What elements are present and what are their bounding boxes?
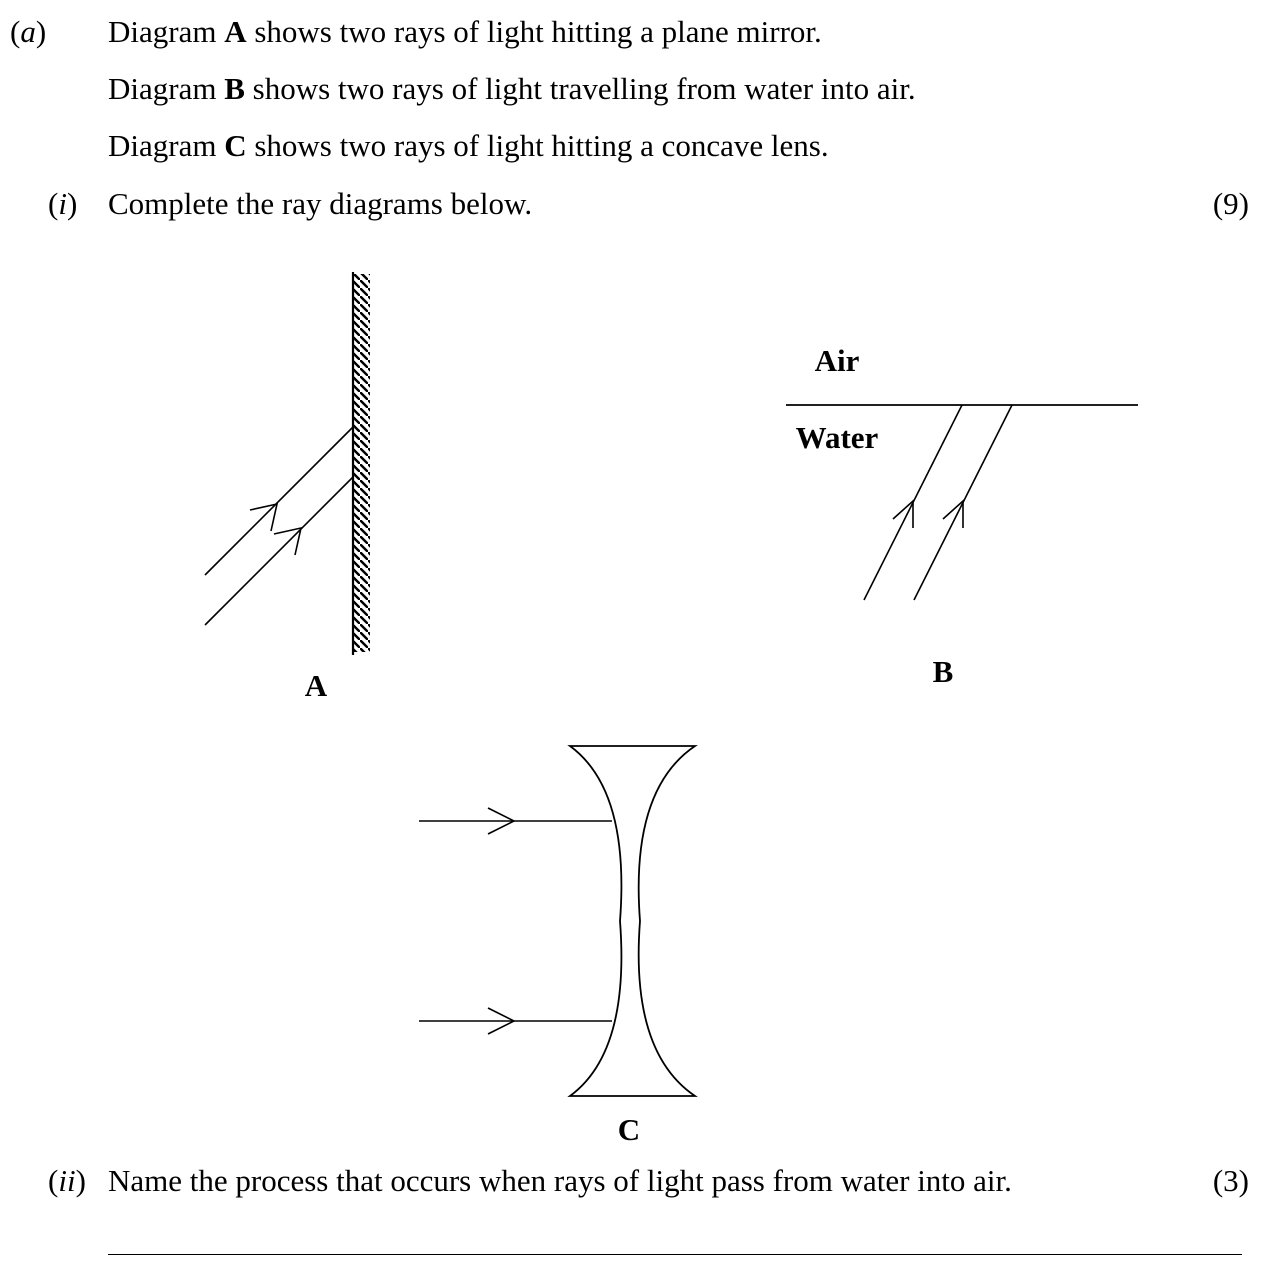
- mirror-hatching: [353, 274, 370, 652]
- subquestion-i-label: (i): [48, 186, 78, 221]
- water-label: Water: [795, 420, 879, 455]
- intro-line-c: Diagram C shows two rays of light hitting a concave lens.: [108, 128, 829, 163]
- subquestion-i-marks: (9): [1212, 186, 1249, 221]
- part-letter: a: [20, 14, 36, 49]
- incident-ray-1[interactable]: [205, 427, 353, 575]
- air-label: Air: [814, 343, 860, 378]
- diagram-c-label: C: [617, 1112, 641, 1147]
- diagram-a: [205, 272, 370, 703]
- concave-lens: [570, 746, 695, 1096]
- subquestion-ii-text: Name the process that occurs when rays of light pass from water into air.: [108, 1163, 1012, 1198]
- answer-line[interactable]: [108, 1254, 1242, 1255]
- incident-ray-2[interactable]: [205, 477, 353, 625]
- intro-line-a: Diagram A shows two rays of light hitting a plane mirror.: [108, 14, 822, 49]
- subquestion-ii-label: (ii): [48, 1163, 86, 1198]
- subquestion-ii-marks: (3): [1212, 1163, 1249, 1198]
- diagram-b-label: B: [932, 654, 954, 689]
- part-label: (a): [10, 14, 47, 49]
- diagram-b: [786, 343, 1138, 689]
- diagram-a-label: A: [304, 668, 328, 703]
- intro-line-b: Diagram B shows two rays of light travelling from water into air.: [108, 71, 916, 106]
- diagram-c: [419, 746, 695, 1147]
- subquestion-i-text: Complete the ray diagrams below.: [108, 186, 533, 221]
